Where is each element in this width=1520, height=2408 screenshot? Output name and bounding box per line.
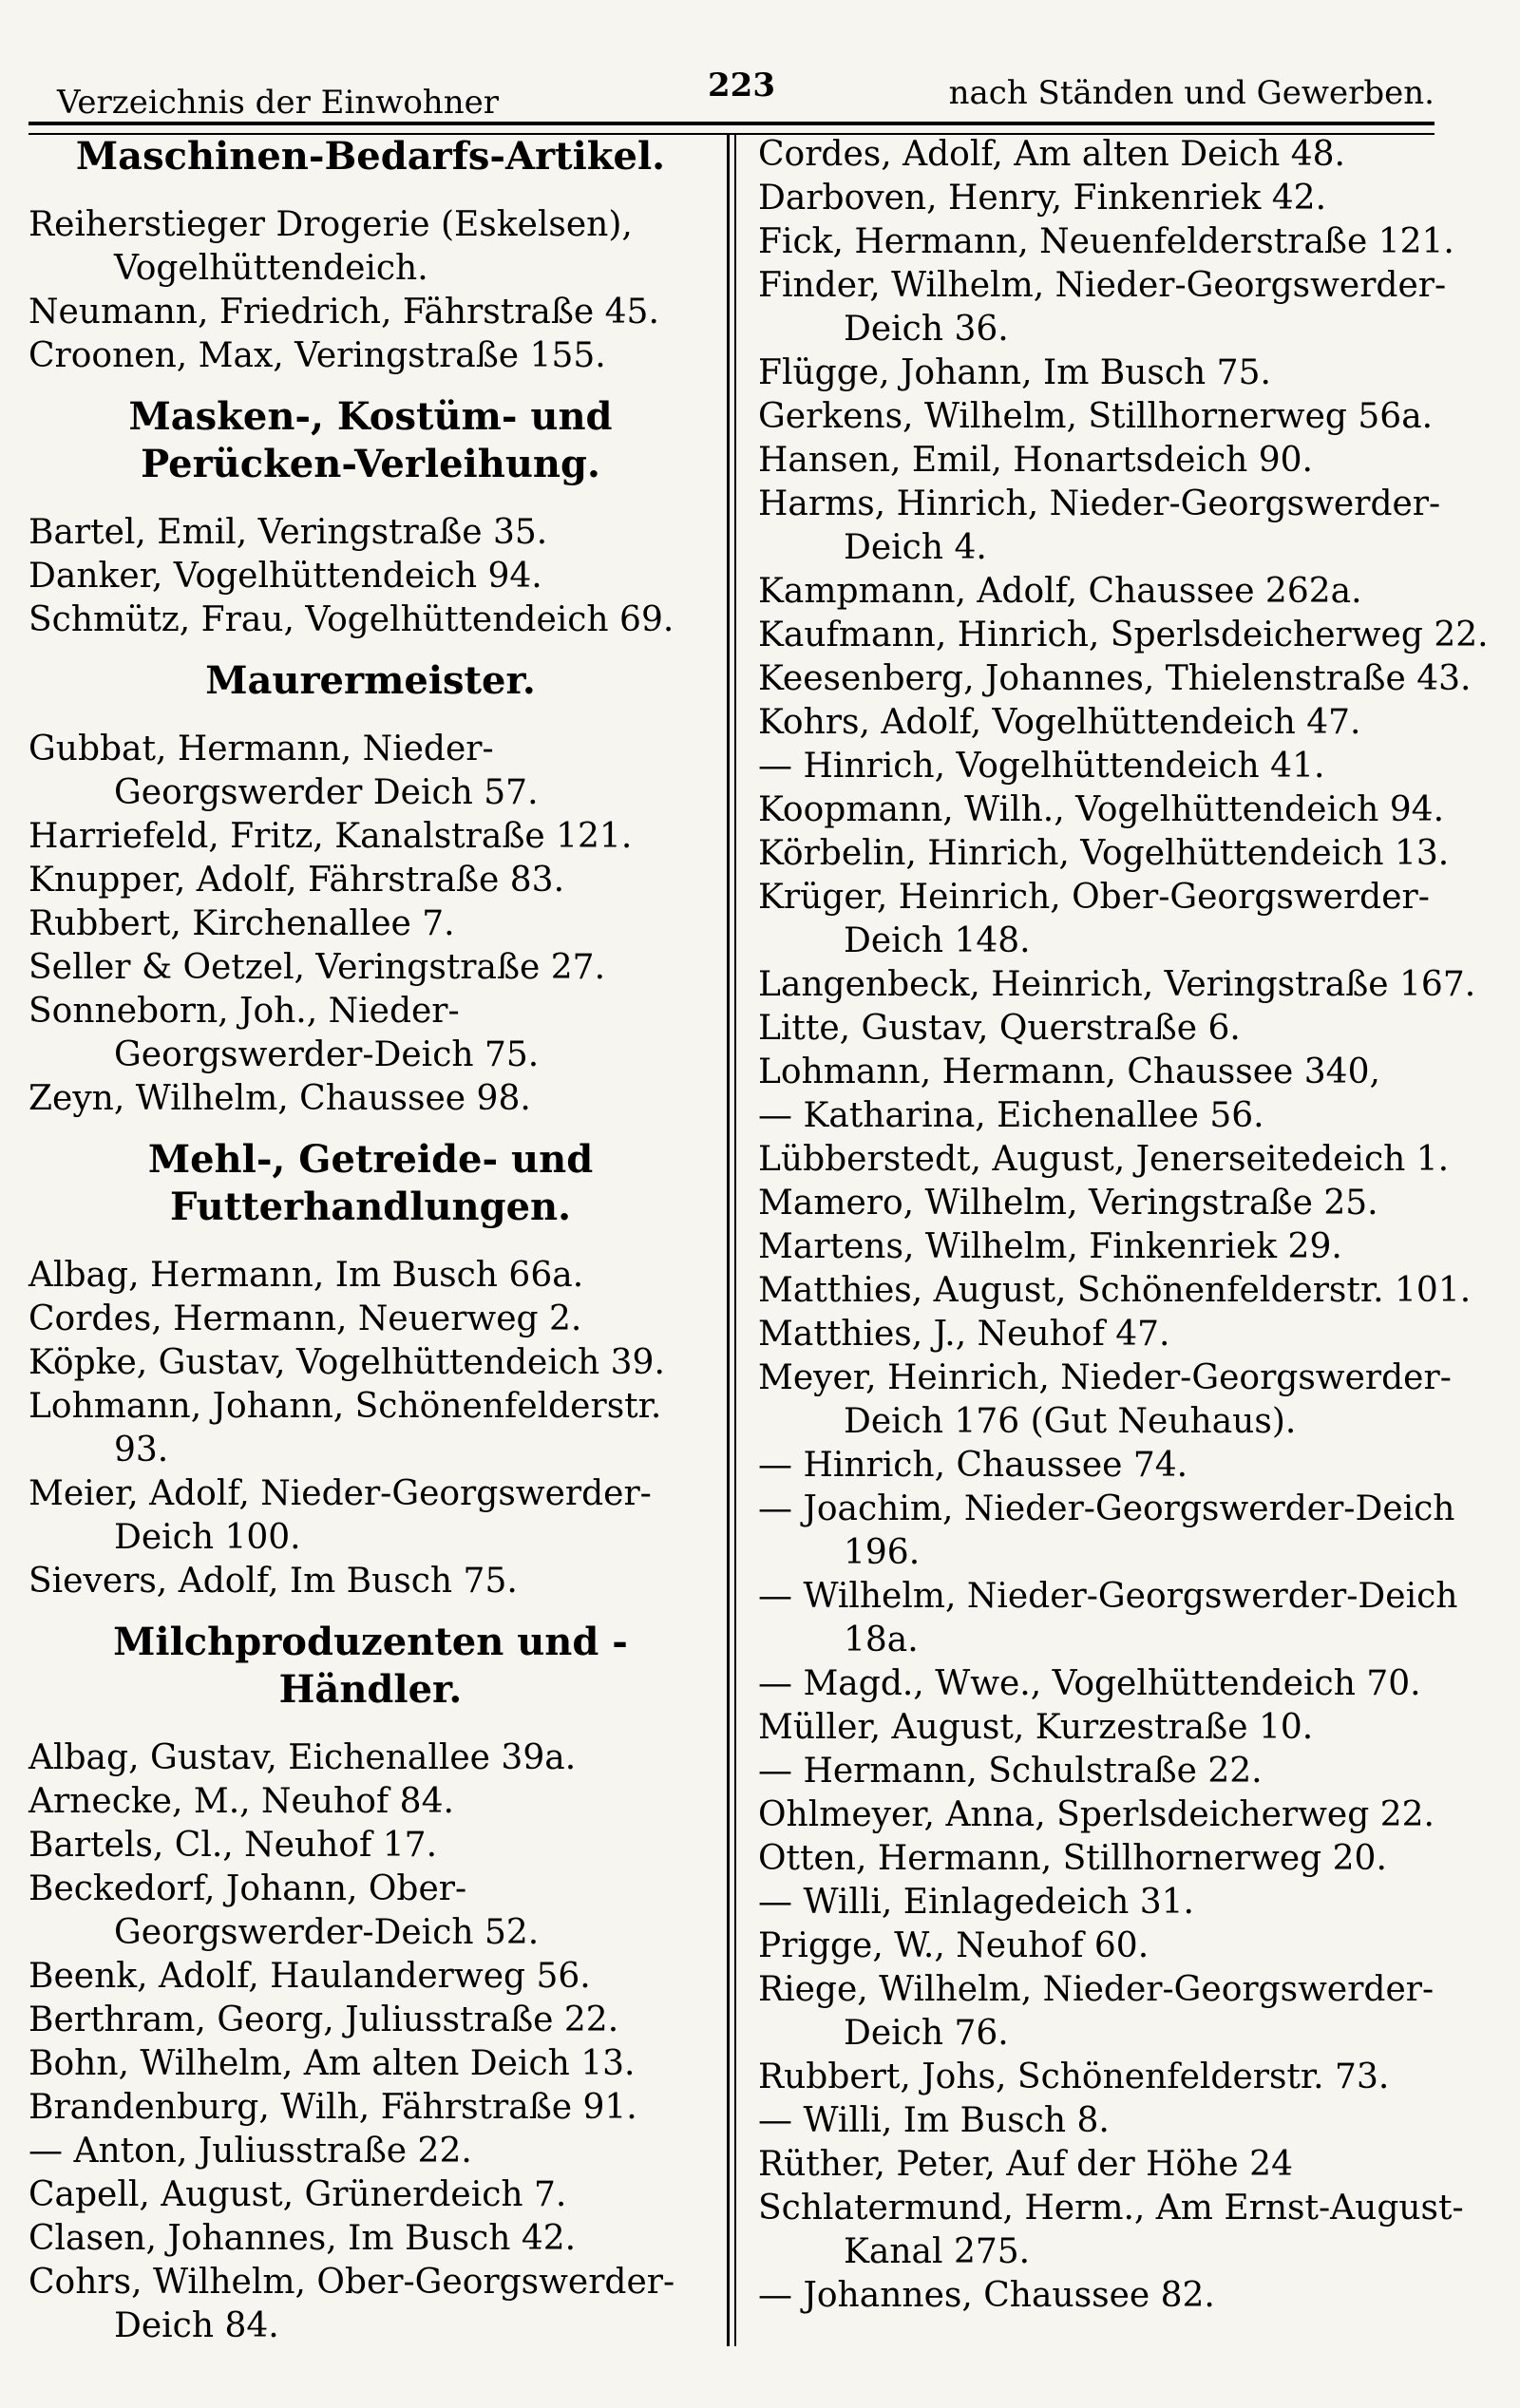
directory-entry: Sonneborn, Joh., Nieder-Georgswerder-Deich 75. bbox=[28, 992, 540, 1074]
directory-entry: Matthies, J., Neuhof 47. bbox=[758, 1315, 1170, 1354]
directory-entry: Meier, Adolf, Nieder-Georgswerder-Deich 100. bbox=[28, 1474, 652, 1557]
directory-entry: Lohmann, Hermann, Chaussee 340, bbox=[758, 1052, 1380, 1091]
directory-entry: Hansen, Emil, Honartsdeich 90. bbox=[758, 441, 1313, 480]
directory-entry: Koopmann, Wilh., Vogelhüttendeich 94. bbox=[758, 790, 1445, 829]
directory-entry: Beckedorf, Johann, Ober-Georgswerder-Deich 52. bbox=[28, 1869, 540, 1952]
directory-entry: — Hinrich, Vogelhüttendeich 41. bbox=[758, 747, 1325, 786]
page-header bbox=[57, 66, 1434, 123]
directory-entry: Cordes, Hermann, Neuerweg 2. bbox=[28, 1299, 582, 1338]
directory-entry: Bartel, Emil, Veringstraße 35. bbox=[28, 513, 548, 552]
directory-entry: Kaufmann, Hinrich, Sperlsdeicherweg 22. bbox=[758, 616, 1489, 654]
directory-entry: Gerkens, Wilhelm, Stillhornerweg 56a. bbox=[758, 397, 1434, 436]
directory-entry: Finder, Wilhelm, Nieder-Georgswerder-Deich 36. bbox=[758, 266, 1447, 349]
directory-entry: Körbelin, Hinrich, Vogelhüttendeich 13. bbox=[758, 834, 1450, 873]
directory-entry: Cohrs, Wilhelm, Ober-Georgswerder-Deich 84. bbox=[28, 2263, 675, 2345]
header-right-text: nach Ständen und Gewerben. bbox=[948, 74, 1434, 112]
directory-entry: Köpke, Gustav, Vogelhüttendeich 39. bbox=[28, 1343, 665, 1382]
directory-entry: — Wilhelm, Nieder-Georgswerder-Deich 18a. bbox=[758, 1577, 1458, 1659]
directory-entry: Darboven, Henry, Finkenriek 42. bbox=[758, 179, 1327, 218]
right-column bbox=[758, 133, 1490, 2318]
directory-entry: Otten, Hermann, Stillhornerweg 20. bbox=[758, 1839, 1387, 1878]
directory-entry: Croonen, Max, Veringstraße 155. bbox=[28, 336, 606, 375]
header-rule-thick bbox=[28, 122, 1434, 125]
section-title: Masken-, Kostüm- und Perücken-Verleihung. bbox=[128, 394, 613, 486]
directory-entry: Bartels, Cl., Neuhof 17. bbox=[28, 1826, 438, 1865]
directory-entry: Fick, Hermann, Neuenfelderstraße 121. bbox=[758, 222, 1454, 261]
directory-entry: Schlatermund, Herm., Am Ernst-August-Kanal 275. bbox=[758, 2189, 1464, 2271]
directory-entry: — Katharina, Eichenallee 56. bbox=[758, 1096, 1264, 1135]
directory-entry: Zeyn, Wilhelm, Chaussee 98. bbox=[28, 1079, 531, 1118]
directory-entry: Harms, Hinrich, Nieder-Georgswerder-Deich 4. bbox=[758, 484, 1441, 567]
directory-entry: Seller & Oetzel, Veringstraße 27. bbox=[28, 948, 606, 987]
directory-entry: — Willi, Einlagedeich 31. bbox=[758, 1883, 1194, 1922]
directory-entry: Litte, Gustav, Querstraße 6. bbox=[758, 1009, 1241, 1048]
directory-entry: Prigge, W., Neuhof 60. bbox=[758, 1926, 1150, 1965]
directory-entry: Sievers, Adolf, Im Busch 75. bbox=[28, 1562, 518, 1601]
directory-entry: Schmütz, Frau, Vogelhüttendeich 69. bbox=[28, 600, 674, 639]
directory-entry: Albag, Gustav, Eichenallee 39a. bbox=[28, 1738, 577, 1777]
directory-entry: Brandenburg, Wilh, Fährstraße 91. bbox=[28, 2088, 637, 2127]
directory-entry: Flügge, Johann, Im Busch 75. bbox=[758, 353, 1271, 392]
section-title: Milchproduzenten und -Händler. bbox=[113, 1620, 628, 1712]
directory-entry: Meyer, Heinrich, Nieder-Georgswerder-Deich 176 (Gut Neuhaus). bbox=[758, 1358, 1452, 1441]
section-title: Maschinen-Bedarfs-Artikel. bbox=[75, 134, 666, 179]
directory-entry: Riege, Wilhelm, Nieder-Georgswerder-Deich 76. bbox=[758, 1970, 1434, 2053]
directory-entry: — Magd., Wwe., Vogelhüttendeich 70. bbox=[758, 1664, 1421, 1703]
column-divider bbox=[727, 133, 730, 2346]
header-left-text: Verzeichnis der Einwohner bbox=[57, 84, 499, 122]
directory-entry: — Anton, Juliusstraße 22. bbox=[28, 2132, 472, 2171]
directory-entry: — Johannes, Chaussee 82. bbox=[758, 2276, 1215, 2315]
directory-entry: Reiherstieger Drogerie (Eskelsen), Vogelhüttendeich. bbox=[28, 205, 633, 288]
directory-entry: Capell, August, Grünerdeich 7. bbox=[28, 2175, 567, 2214]
directory-entry: Lübberstedt, August, Jenerseitedeich 1. bbox=[758, 1140, 1450, 1179]
section-title: Maurermeister. bbox=[205, 658, 536, 703]
directory-entry: Mamero, Wilhelm, Veringstraße 25. bbox=[758, 1184, 1378, 1223]
directory-entry: Cordes, Adolf, Am alten Deich 48. bbox=[758, 135, 1345, 174]
directory-entry: Danker, Vogelhüttendeich 94. bbox=[28, 557, 542, 596]
directory-entry: Lohmann, Johann, Schönenfelderstr. 93. bbox=[28, 1387, 662, 1469]
directory-entry: Harriefeld, Fritz, Kanalstraße 121. bbox=[28, 817, 633, 856]
directory-entry: Kohrs, Adolf, Vogelhüttendeich 47. bbox=[758, 703, 1361, 742]
directory-entry: Clasen, Johannes, Im Busch 42. bbox=[28, 2219, 577, 2258]
directory-entry: Müller, August, Kurzestraße 10. bbox=[758, 1708, 1314, 1747]
left-column bbox=[28, 133, 712, 2348]
directory-entry: Rüther, Peter, Auf der Höhe 24 bbox=[758, 2145, 1293, 2184]
directory-entry: Arnecke, M., Neuhof 84. bbox=[28, 1782, 454, 1821]
directory-entry: Martens, Wilhelm, Finkenriek 29. bbox=[758, 1227, 1342, 1266]
directory-entry: — Joachim, Nieder-Georgswerder-Deich 196. bbox=[758, 1489, 1455, 1572]
directory-entry: Albag, Hermann, Im Busch 66a. bbox=[28, 1256, 584, 1295]
directory-entry: Rubbert, Kirchenallee 7. bbox=[28, 904, 455, 943]
directory-entry: Knupper, Adolf, Fährstraße 83. bbox=[28, 861, 565, 900]
directory-entry: Keesenberg, Johannes, Thielenstraße 43. bbox=[758, 659, 1472, 698]
directory-entry: Bohn, Wilhelm, Am alten Deich 13. bbox=[28, 2044, 636, 2083]
directory-entry: Berthram, Georg, Juliusstraße 22. bbox=[28, 2000, 619, 2039]
section-title: Mehl-, Getreide- und Futterhandlungen. bbox=[147, 1137, 594, 1229]
directory-entry: Kampmann, Adolf, Chaussee 262a. bbox=[758, 572, 1362, 611]
directory-entry: Ohlmeyer, Anna, Sperlsdeicherweg 22. bbox=[758, 1795, 1434, 1834]
directory-entry: Matthies, August, Schönenfelderstr. 101. bbox=[758, 1271, 1472, 1310]
column-divider-inner bbox=[734, 133, 736, 2346]
directory-entry: Beenk, Adolf, Haulanderweg 56. bbox=[28, 1957, 591, 1996]
directory-entry: Krüger, Heinrich, Ober-Georgswerder-Deich 148. bbox=[758, 878, 1430, 960]
directory-entry: — Willi, Im Busch 8. bbox=[758, 2101, 1110, 2140]
directory-entry: Gubbat, Hermann, Nieder-Georgswerder Deich 57. bbox=[28, 730, 539, 812]
directory-entry: Neumann, Friedrich, Fährstraße 45. bbox=[28, 293, 659, 332]
directory-entry: — Hinrich, Chaussee 74. bbox=[758, 1446, 1188, 1485]
directory-entry: — Hermann, Schulstraße 22. bbox=[758, 1752, 1263, 1791]
directory-entry: Rubbert, Johs, Schönenfelderstr. 73. bbox=[758, 2057, 1390, 2096]
directory-entry: Langenbeck, Heinrich, Veringstraße 167. bbox=[758, 965, 1476, 1004]
page-number: 223 bbox=[708, 66, 775, 104]
